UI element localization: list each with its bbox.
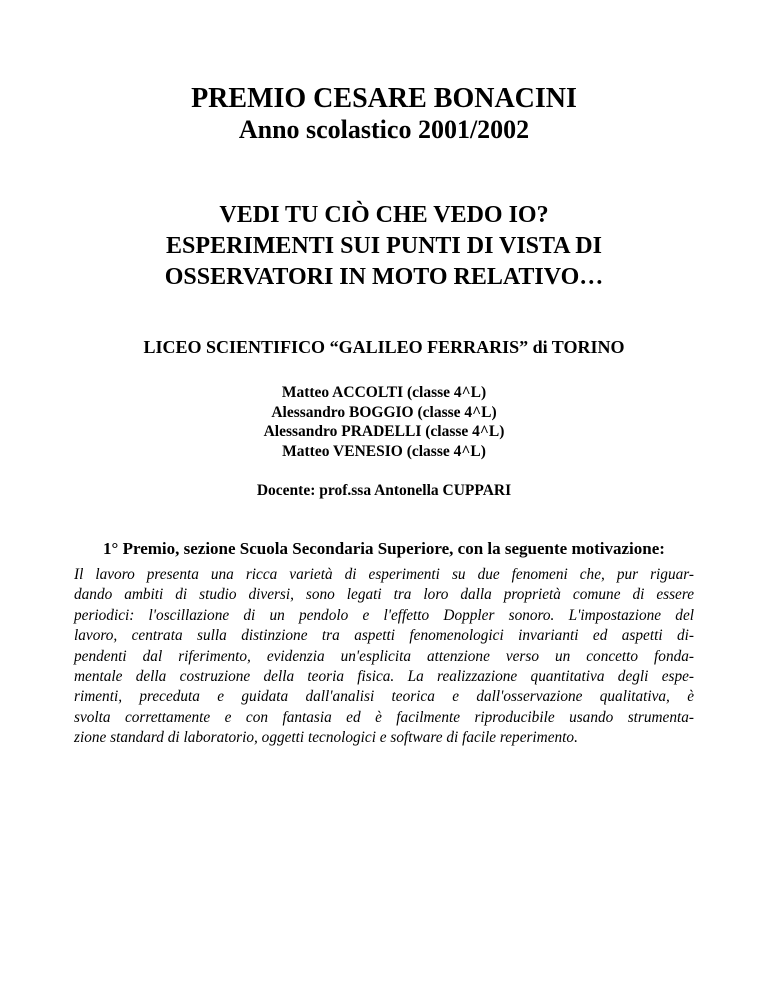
award-statement: 1° Premio, sezione Scuola Secondaria Superiore, con la seguente motivazione: xyxy=(103,539,665,558)
motivation-line: mentale della costruzione della teoria fisica. La realizzazione quantitativa degli espe- xyxy=(74,668,694,686)
motivation-paragraph xyxy=(74,565,694,749)
award-title: PREMIO CESARE BONACINI xyxy=(191,83,577,114)
student-name: Alessandro PRADELLI (classe 4^L) xyxy=(263,423,505,440)
school-year: Anno scolastico 2001/2002 xyxy=(238,115,530,144)
motivation-line: dando ambiti di studio diversi, sono legati tra loro dalla proprietà comune di essere xyxy=(74,586,694,604)
teacher-name: Docente: prof.ssa Antonella CUPPARI xyxy=(256,482,512,499)
work-title-line: OSSERVATORI IN MOTO RELATIVO… xyxy=(164,264,604,290)
school-name: LICEO SCIENTIFICO “GALILEO FERRARIS” di TORINO xyxy=(143,337,625,357)
motivation-line: rimenti, preceduta e guidata dall'analisi teorica e dall'osservazione qualitativa, è xyxy=(74,688,694,706)
motivation-line: Il lavoro presenta una ricca varietà di esperimenti su due fenomeni che, pur riguar- xyxy=(74,566,694,583)
motivation-line: zione standard di laboratorio, oggetti tecnologici e software di facile reperimento. xyxy=(74,729,578,747)
motivation-line: pendenti dal riferimento, evidenzia un'esplicita attenzione verso un concetto fonda- xyxy=(74,647,694,665)
student-name: Matteo ACCOLTI (classe 4^L) xyxy=(281,384,487,401)
work-title-line: ESPERIMENTI SUI PUNTI DI VISTA DI xyxy=(166,233,602,259)
work-title xyxy=(60,200,708,293)
student-name: Alessandro BOGGIO (classe 4^L) xyxy=(271,403,497,421)
motivation-line: svolta correttamente e con fantasia ed è facilmente riproducibile usando strumenta- xyxy=(74,708,694,726)
work-title-line: VEDI TU CIÒ CHE VEDO IO? xyxy=(219,202,549,228)
student-name: Matteo VENESIO (classe 4^L) xyxy=(282,442,486,460)
student-list xyxy=(60,383,708,461)
award-heading xyxy=(60,82,708,145)
motivation-line: lavoro, centrata sulla distinzione tra aspetti fenomenologici invarianti ed aspetti di- xyxy=(74,627,694,645)
motivation-line: periodici: l'oscillazione di un pendolo e l'effetto Doppler sonoro. L'impostazione del xyxy=(74,606,694,624)
